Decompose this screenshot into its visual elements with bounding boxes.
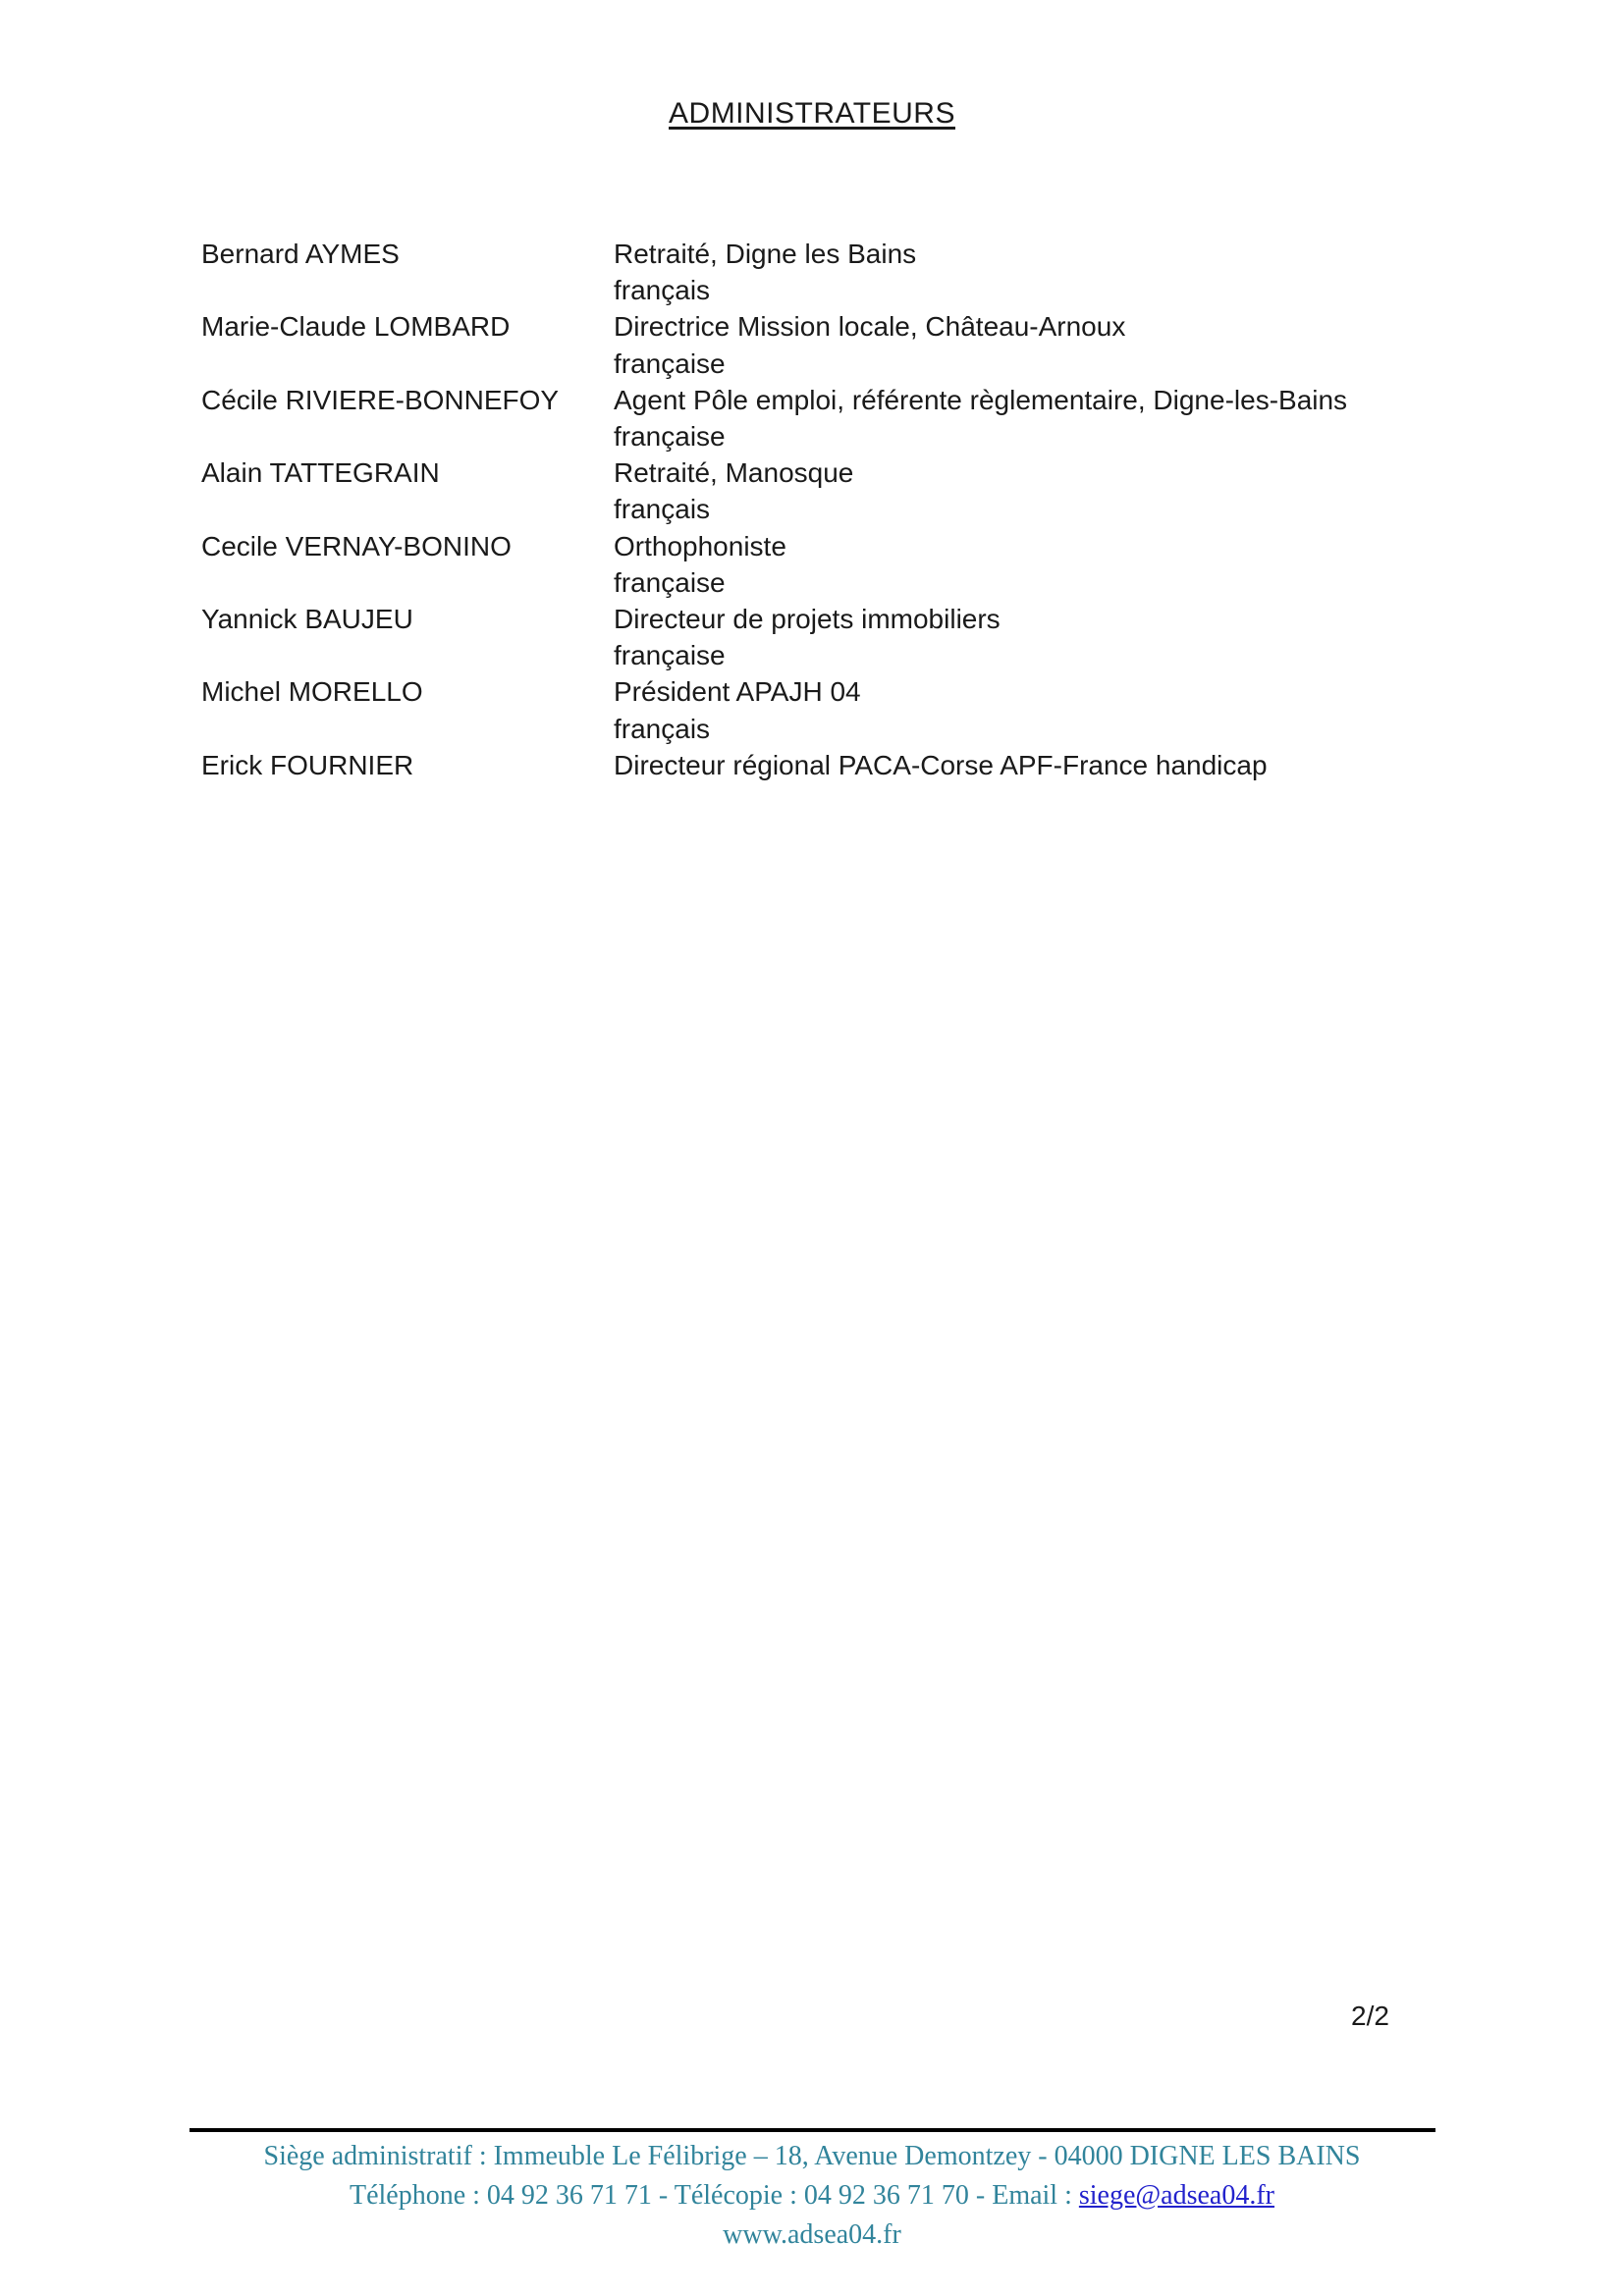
administrator-name: Alain TATTEGRAIN bbox=[201, 457, 440, 489]
administrator-entry bbox=[201, 528, 1438, 601]
footer-address: Siège administratif : Immeuble Le Félibrige – 18, Avenue Demontzey - 04000 DIGNE LES BAINS bbox=[263, 2141, 1361, 2171]
administrator-nationality: français bbox=[614, 713, 711, 744]
administrator-role: Retraité, Manosque bbox=[614, 457, 854, 489]
administrator-role: Directeur régional PACA-Corse APF-France handicap bbox=[614, 749, 1268, 780]
administrator-nationality: française bbox=[614, 566, 726, 598]
administrator-entry bbox=[201, 747, 1438, 820]
administrator-nationality: français bbox=[614, 494, 711, 525]
administrator-entry bbox=[201, 673, 1438, 746]
administrator-role: Retraité, Digne les Bains bbox=[614, 239, 917, 269]
footer-divider bbox=[189, 2128, 1435, 2132]
administrator-entry bbox=[201, 236, 1438, 308]
administrator-nationality bbox=[614, 783, 1438, 820]
administrator-name: Bernard AYMES bbox=[201, 239, 400, 269]
document-title: ADMINISTRATEURS bbox=[669, 97, 955, 130]
administrator-role: Directeur de projets immobiliers bbox=[614, 604, 1001, 635]
administrator-nationality: français bbox=[614, 275, 711, 306]
administrator-nationality: française bbox=[614, 640, 726, 671]
footer-website: www.adsea04.fr bbox=[723, 2219, 901, 2250]
administrator-name: Marie-Claude LOMBARD bbox=[201, 311, 511, 343]
administrator-nationality: française bbox=[614, 421, 726, 453]
administrator-role: Directrice Mission locale, Château-Arnoux bbox=[614, 311, 1126, 343]
administrator-name: Erick FOURNIER bbox=[201, 749, 414, 780]
email-link[interactable]: siege@adsea04.fr bbox=[1078, 2180, 1275, 2211]
page-number: 2/2 bbox=[1351, 2001, 1389, 2031]
footer-contact-text: Téléphone : 04 92 36 71 71 - Télécopie : 04 92 36 71 70 - Email : bbox=[349, 2180, 1079, 2211]
administrator-name: Yannick BAUJEU bbox=[201, 604, 413, 635]
administrators-list bbox=[201, 236, 1438, 820]
administrator-entry bbox=[201, 601, 1438, 673]
administrator-name: Cecile VERNAY-BONINO bbox=[201, 530, 512, 561]
administrator-entry bbox=[201, 382, 1438, 454]
administrator-role: Président APAJH 04 bbox=[614, 676, 861, 708]
administrator-role: Agent Pôle emploi, référente règlementaire, Digne-les-Bains bbox=[614, 384, 1348, 415]
administrator-entry bbox=[201, 308, 1438, 381]
administrator-name: Michel MORELLO bbox=[201, 676, 423, 708]
administrator-role: Orthophoniste bbox=[614, 530, 786, 561]
footer bbox=[0, 2137, 1624, 2255]
administrator-entry bbox=[201, 454, 1438, 527]
footer-contact bbox=[0, 2176, 1624, 2216]
administrator-nationality: française bbox=[614, 347, 726, 379]
administrator-name: Cécile RIVIERE-BONNEFOY bbox=[201, 384, 560, 415]
